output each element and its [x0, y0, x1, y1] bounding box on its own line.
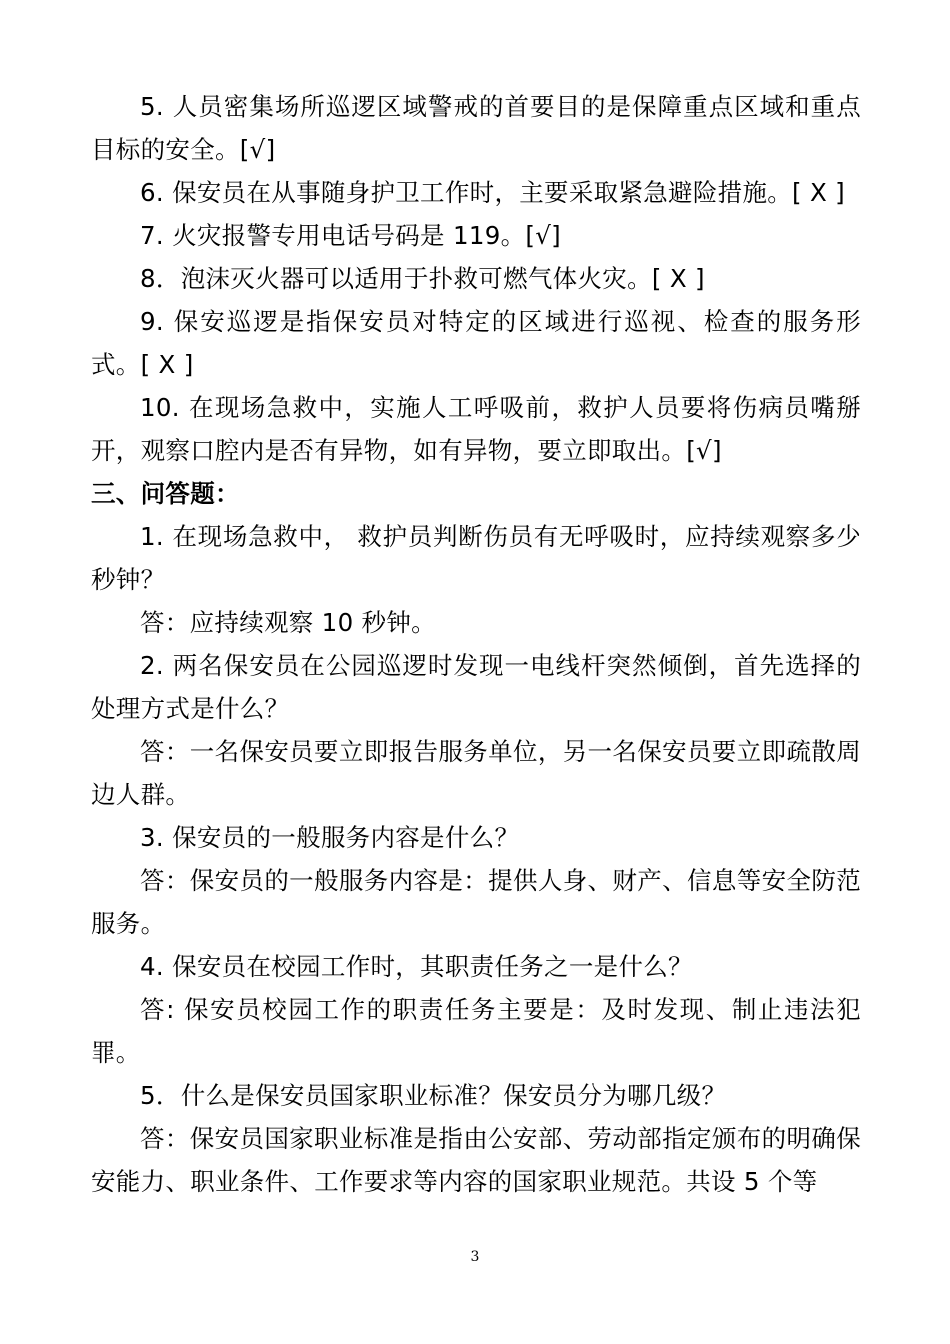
question-5: 5．什么是保安员国家职业标准？保安员分为哪几级？: [140, 1081, 727, 1110]
true-false-item-10: 10. 在现场急救中，实施人工呼吸前，救护人员要将伤病员嘴掰开，观察口腔内是否有异物，如有异物，要立即取出。[√]: [91, 393, 861, 465]
page-number: 3: [470, 1249, 480, 1265]
answer-3: 答：保安员的一般服务内容是：提供人身、财产、信息等安全防范服务。: [91, 866, 861, 938]
question-4: 4. 保安员在校园工作时，其职责任务之一是什么？: [140, 952, 693, 981]
true-false-item-6: 6. 保安员在从事随身护卫工作时，主要采取紧急避险措施。[ X ]: [140, 178, 846, 207]
answer-4: 答: 保安员校园工作的职责任务主要是：及时发现、制止违法犯罪。: [91, 995, 861, 1067]
answer-1: 答：应持续观察 10 秒钟。: [140, 608, 436, 637]
true-false-item-8: 8．泡沫灭火器可以适用于扑救可燃气体火灾。[ X ]: [140, 264, 705, 293]
section-heading: 三、问答题：: [91, 479, 240, 508]
question-2: 2. 两名保安员在公园巡逻时发现一电线杆突然倾倒，首先选择的处理方式是什么？: [91, 651, 861, 723]
true-false-item-5: 5. 人员密集场所巡逻区域警戒的首要目的是保障重点区域和重点目标的安全。[√]: [91, 92, 861, 164]
document-body: [91, 85, 861, 1203]
true-false-item-7: 7. 火灾报警专用电话号码是 119。[√]: [140, 221, 562, 250]
true-false-item-9: 9. 保安巡逻是指保安员对特定的区域进行巡视、检查的服务形式。[ X ]: [91, 307, 861, 379]
question-1: 1. 在现场急救中， 救护员判断伤员有无呼吸时，应持续观察多少秒钟？: [91, 522, 861, 594]
answer-2: 答：一名保安员要立即报告服务单位，另一名保安员要立即疏散周边人群。: [91, 737, 861, 809]
question-3: 3. 保安员的一般服务内容是什么？: [140, 823, 520, 852]
answer-5: 答：保安员国家职业标准是指由公安部、劳动部指定颁布的明确保安能力、职业条件、工作要求等内容的国家职业规范。共设 5 个等: [91, 1124, 861, 1196]
